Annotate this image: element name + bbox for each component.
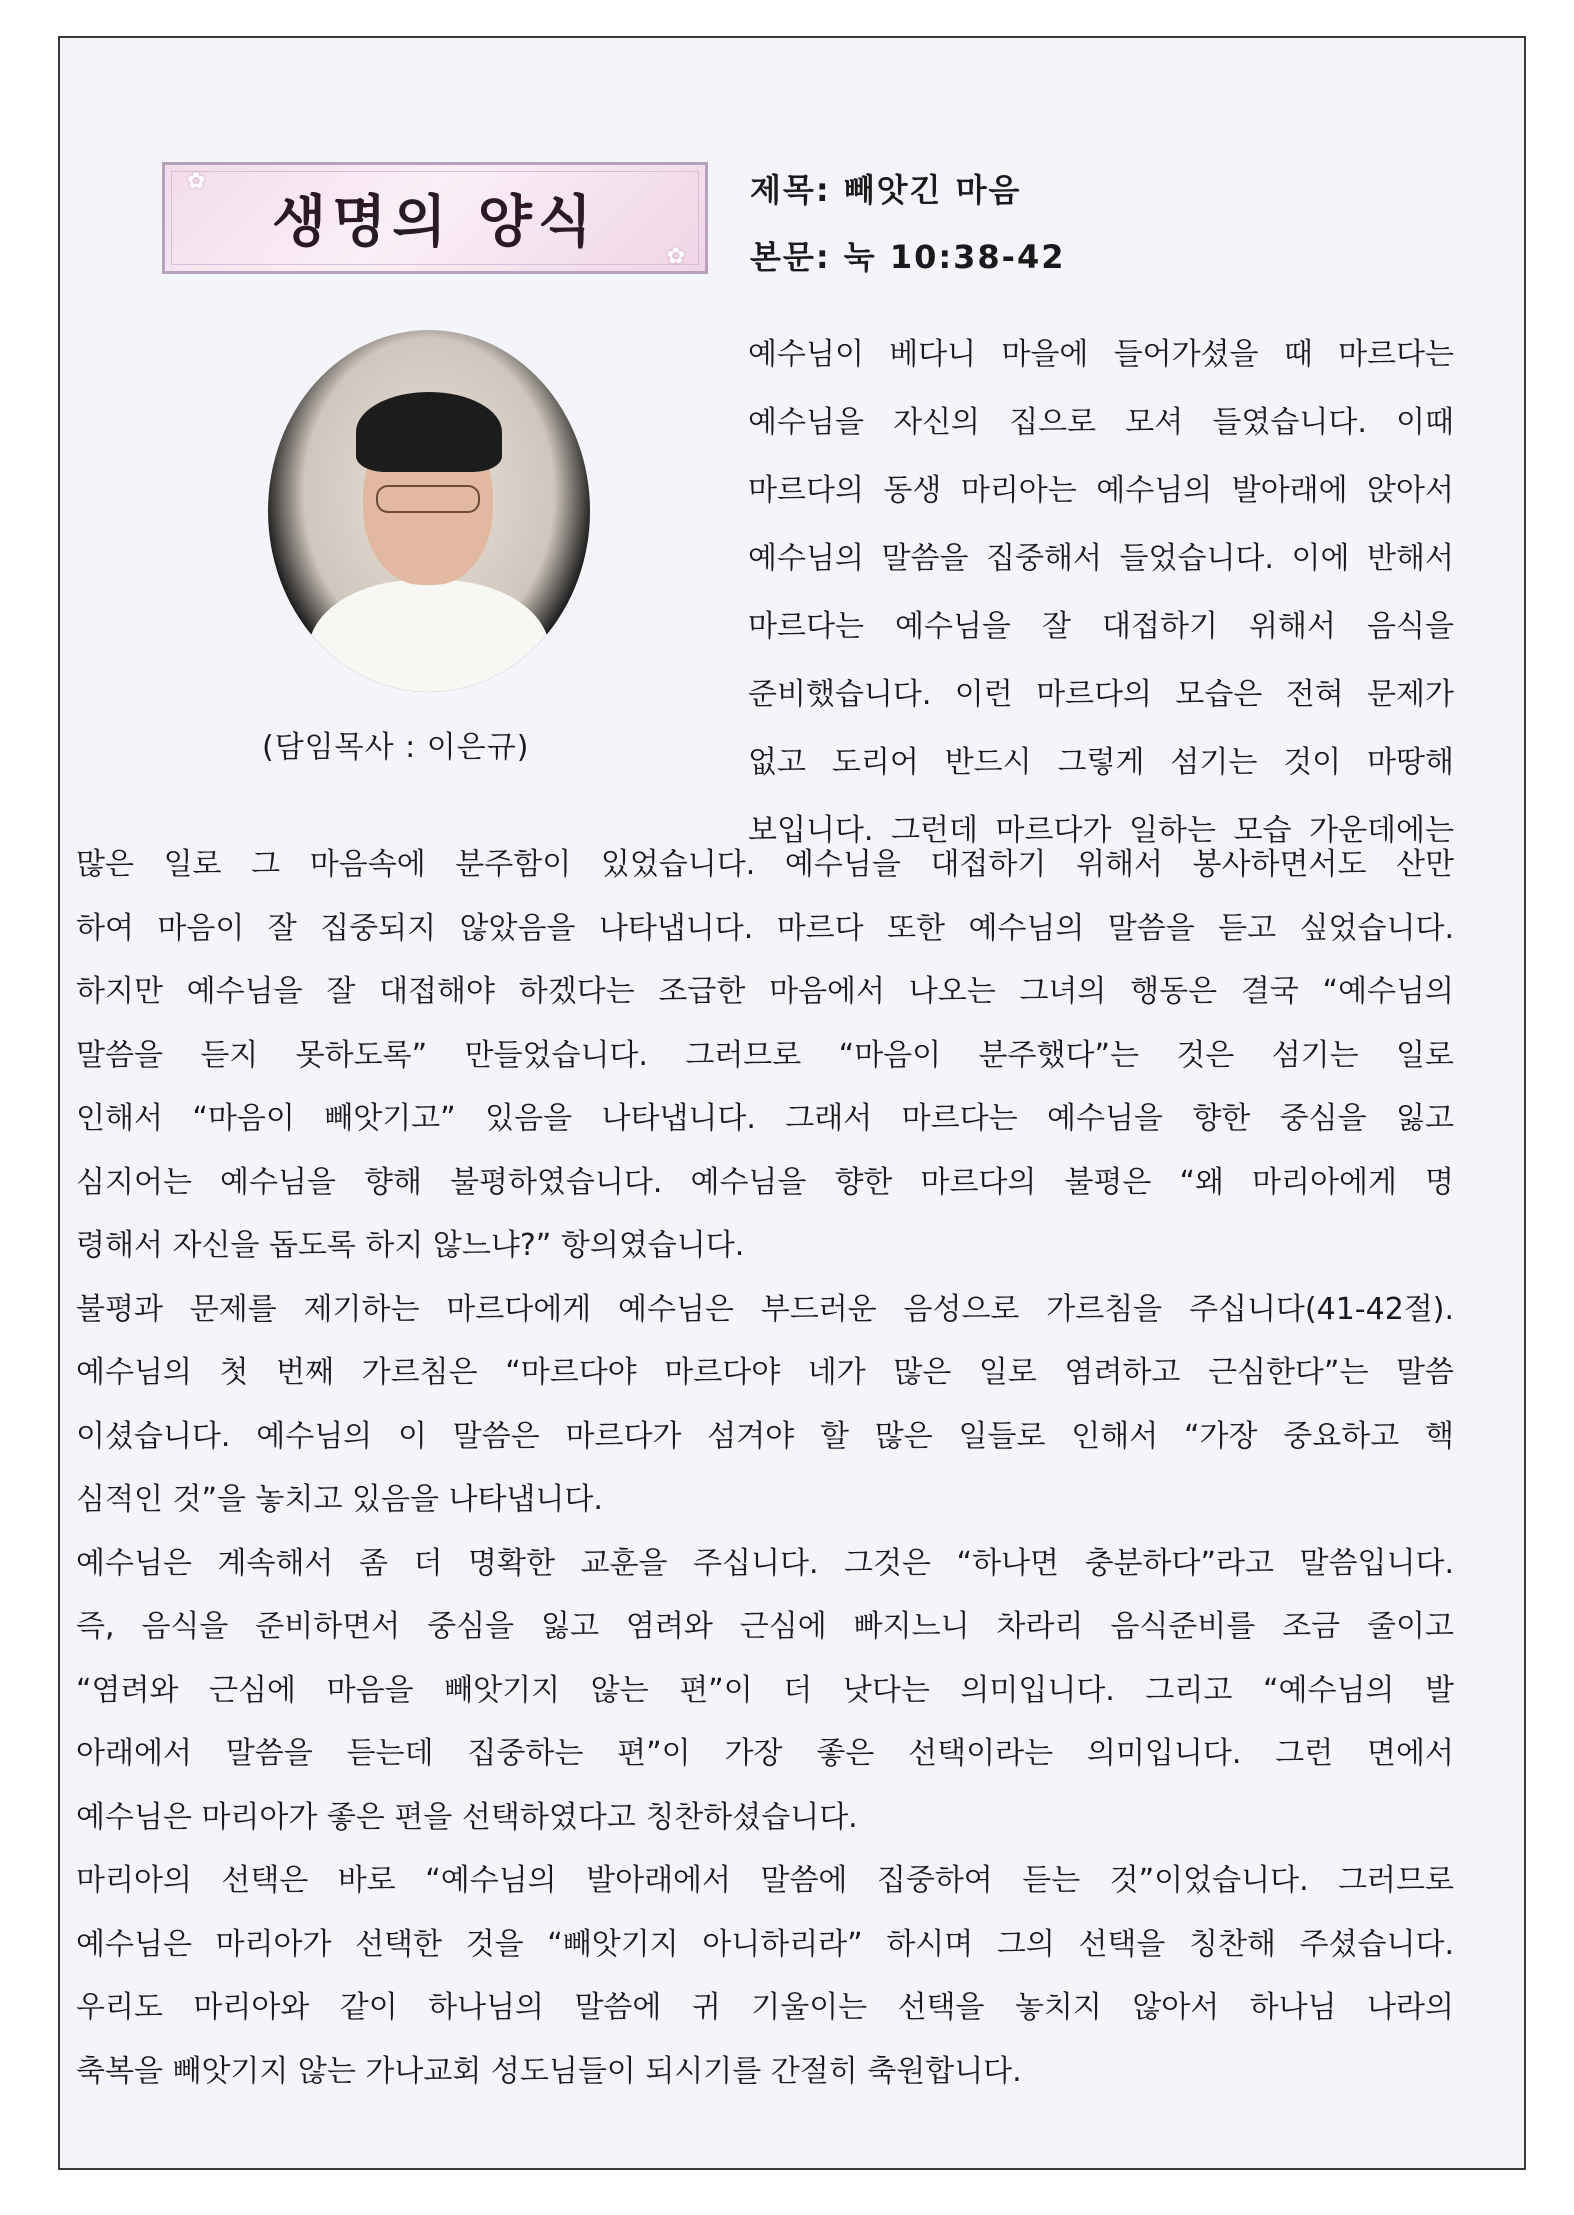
body-text-line: 보입니다. 그런데 마르다가 일하는 모습 가운데에는: [748, 813, 1454, 848]
body-text-line: 없고 도리어 반드시 그렇게 섬기는 것이 마땅해: [748, 745, 1454, 780]
body-text-line: 말씀을 듣지 못하도록” 만들었습니다. 그러므로 “마음이 분주했다”는 것은 섬기는 일로: [76, 1037, 1454, 1073]
pastor-portrait: [268, 330, 590, 692]
sermon-scripture: 본문: 눅 10:38-42: [750, 238, 1066, 276]
body-text-line: 이셨습니다. 예수님의 이 말씀은 마르다가 섬겨야 할 많은 일들로 인해서 “가장 중요하고 핵: [76, 1418, 1454, 1454]
body-text-line: 하여 마음이 잘 집중되지 않았음을 나타냅니다. 마르다 또한 예수님의 말씀을 듣고 싶었습니다.: [76, 910, 1454, 946]
body-text-line: 축복을 빼앗기지 않는 가나교회 성도님들이 되시기를 간절히 축원합니다.: [76, 2053, 1022, 2089]
title-banner: [162, 162, 708, 274]
body-text-line: 인해서 “마음이 빼앗기고” 있음을 나타냅니다. 그래서 마르다는 예수님을 향한 중심을 잃고: [76, 1101, 1454, 1136]
body-text-line: 예수님을 자신의 집으로 모셔 들였습니다. 이때: [748, 405, 1454, 440]
body-text-line: 불평과 문제를 제기하는 마르다에게 예수님은 부드러운 음성으로 가르침을 주십니다(41-42절).: [76, 1291, 1454, 1327]
body-text-line: 예수님의 말씀을 집중해서 들었습니다. 이에 반해서: [748, 541, 1454, 576]
body-text-line: 심지어는 예수님을 향해 불평하였습니다. 예수님을 향한 마르다의 불평은 “왜 마리아에게 명: [76, 1164, 1454, 1200]
body-text-line: 령해서 자신을 돕도록 하지 않느냐?” 항의였습니다.: [76, 1228, 745, 1263]
body-text-line: 마르다의 동생 마리아는 예수님의 발아래에 앉아서: [748, 473, 1454, 508]
banner-title: 생명의 양식: [272, 189, 598, 255]
body-text-line: 예수님의 첫 번째 가르침은 “마르다야 마르다야 네가 많은 일로 염려하고 근심한다”는 말씀: [76, 1355, 1454, 1390]
body-text-line: 우리도 마리아와 같이 하나님의 말씀에 귀 기울이는 선택을 놓치지 않아서 하나님 나라의: [76, 1990, 1454, 2025]
body-text-line: 예수님이 베다니 마을에 들어가셨을 때 마르다는: [748, 337, 1454, 372]
body-text-line: 마르다는 예수님을 잘 대접하기 위해서 음식을: [748, 609, 1454, 644]
body-text-line: 하지만 예수님을 잘 대접해야 하겠다는 조급한 마음에서 나오는 그녀의 행동은 결국 “예수님의: [76, 974, 1454, 1009]
body-text-line: 예수님은 계속해서 좀 더 명확한 교훈을 주십니다. 그것은 “하나면 충분하다”라고 말씀입니다.: [76, 1545, 1454, 1581]
body-text-line: 아래에서 말씀을 듣는데 집중하는 편”이 가장 좋은 선택이라는 의미입니다. 그런 면에서: [76, 1736, 1454, 1771]
sermon-title: 제목: 빼앗긴 마음: [750, 171, 1022, 209]
body-text-line: 예수님은 마리아가 좋은 편을 선택하였다고 칭찬하셨습니다.: [76, 1799, 858, 1835]
body-text-line: 준비했습니다. 이런 마르다의 모습은 전혀 문제가: [748, 677, 1454, 712]
body-text-line: 마리아의 선택은 바로 “예수님의 발아래에서 말씀에 집중하여 듣는 것”이었습니다. 그러므로: [76, 1863, 1454, 1898]
body-text-line: 많은 일로 그 마음속에 분주함이 있었습니다. 예수님을 대접하기 위해서 봉사하면서도 산만: [76, 847, 1454, 882]
body-text-line: 예수님은 마리아가 선택한 것을 “빼앗기지 아니하리라” 하시며 그의 선택을 칭찬해 주셨습니다.: [76, 1926, 1454, 1962]
body-text-line: 심적인 것”을 놓치고 있음을 나타냅니다.: [76, 1482, 603, 1517]
flower-icon: ✿: [666, 244, 685, 269]
flower-icon: ✿: [187, 169, 206, 194]
pastor-caption: (담임목사 : 이은규): [262, 730, 530, 765]
body-text-line: “염려와 근심에 마음을 빼앗기지 않는 편”이 더 낫다는 의미입니다. 그리고 “예수님의 발: [76, 1672, 1454, 1708]
body-text-line: 즉, 음식을 준비하면서 중심을 잃고 염려와 근심에 빠지느니 차라리 음식준비를 조금 줄이고: [76, 1609, 1454, 1644]
